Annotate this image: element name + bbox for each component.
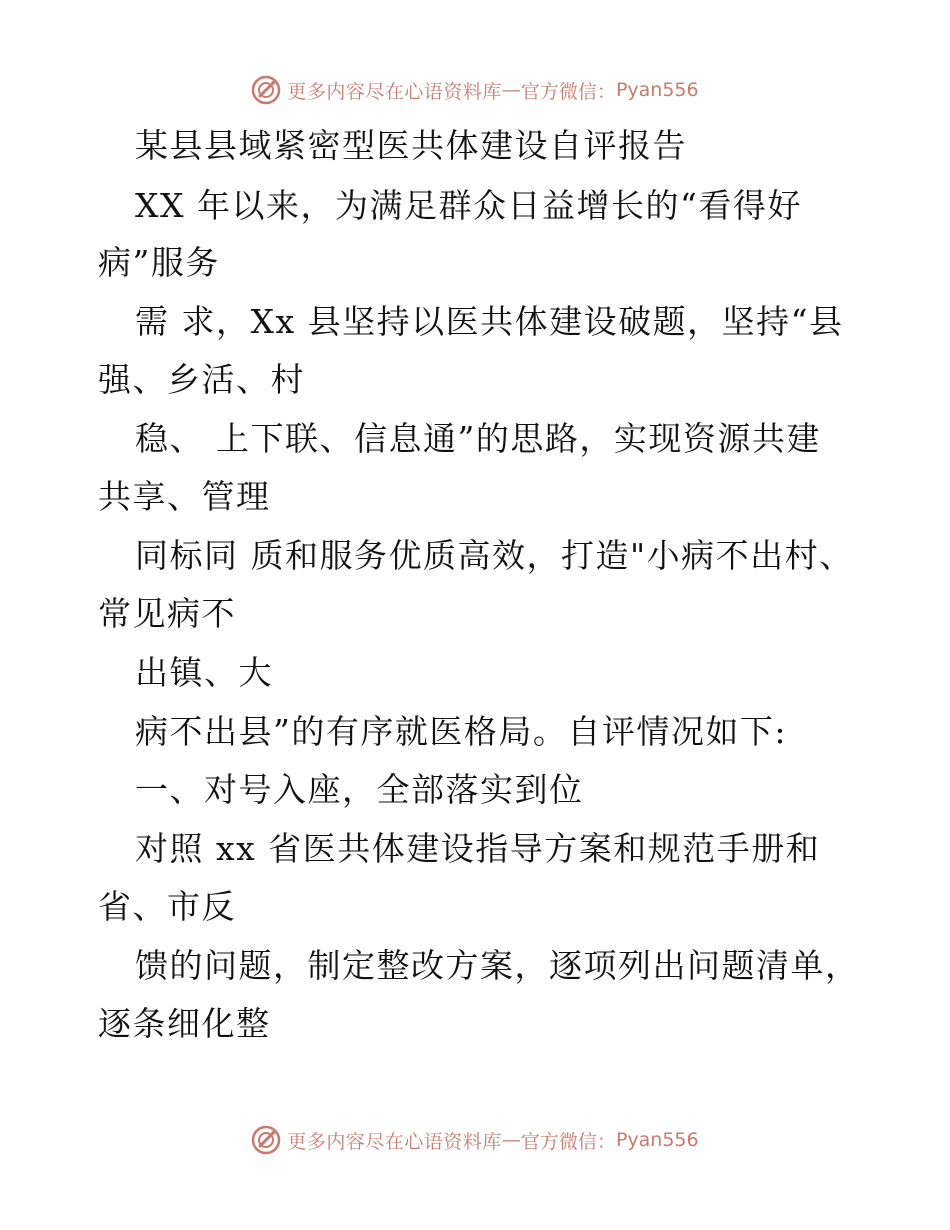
banner-separator: — [501, 79, 521, 101]
banner-wechat-label: 官方微信： [520, 80, 616, 103]
banner-site-name: 更多内容尽在心语资料库 [287, 1130, 502, 1153]
paragraph-line: 同标同 质和服务优质高效，打造"小病不出村、 [135, 536, 854, 575]
paragraph-line: 共享、管理 [98, 477, 271, 516]
paragraph-line: 常见病不 [98, 594, 236, 633]
paragraph-line: 病不出县”的有序就医格局。自评情况如下: [135, 712, 787, 751]
brand-logo-icon [251, 1125, 281, 1155]
paragraph-line: 馈的问题，制定整改方案，逐项列出问题清单， [135, 946, 860, 985]
footer-watermark [0, 1120, 950, 1160]
paragraph-line: 强、乡活、村 [98, 360, 305, 399]
banner-wechat-id: Pyan556 [615, 1129, 699, 1151]
document-title: 某县县域紧密型医共体建设自评报告 [135, 126, 687, 165]
paragraph-line: 病”服务 [98, 243, 220, 282]
section-heading: 一、对号入座，全部落实到位 [135, 770, 584, 809]
paragraph-line: 逐条细化整 [98, 1004, 271, 1043]
paragraph-line: 需 求，Xx 县坚持以医共体建设破题，坚持“县 [135, 302, 844, 341]
paragraph-line: 对照 xx 省医共体建设指导方案和规范手册和 [135, 829, 821, 868]
paragraph-line: 出镇、大 [135, 653, 273, 692]
paragraph-line: 省、市反 [98, 887, 236, 926]
banner-separator: — [501, 1129, 521, 1151]
banner-wechat-id: Pyan556 [615, 79, 699, 101]
paragraph-line: XX 年以来，为满足群众日益增长的“看得好 [135, 186, 802, 225]
banner-site-name: 更多内容尽在心语资料库 [287, 80, 502, 103]
brand-logo-icon [251, 75, 281, 105]
header-watermark [0, 70, 950, 110]
banner-wechat-label: 官方微信： [520, 1130, 616, 1153]
paragraph-line: 稳、 上下联、信息通”的思路，实现资源共建 [135, 419, 821, 458]
